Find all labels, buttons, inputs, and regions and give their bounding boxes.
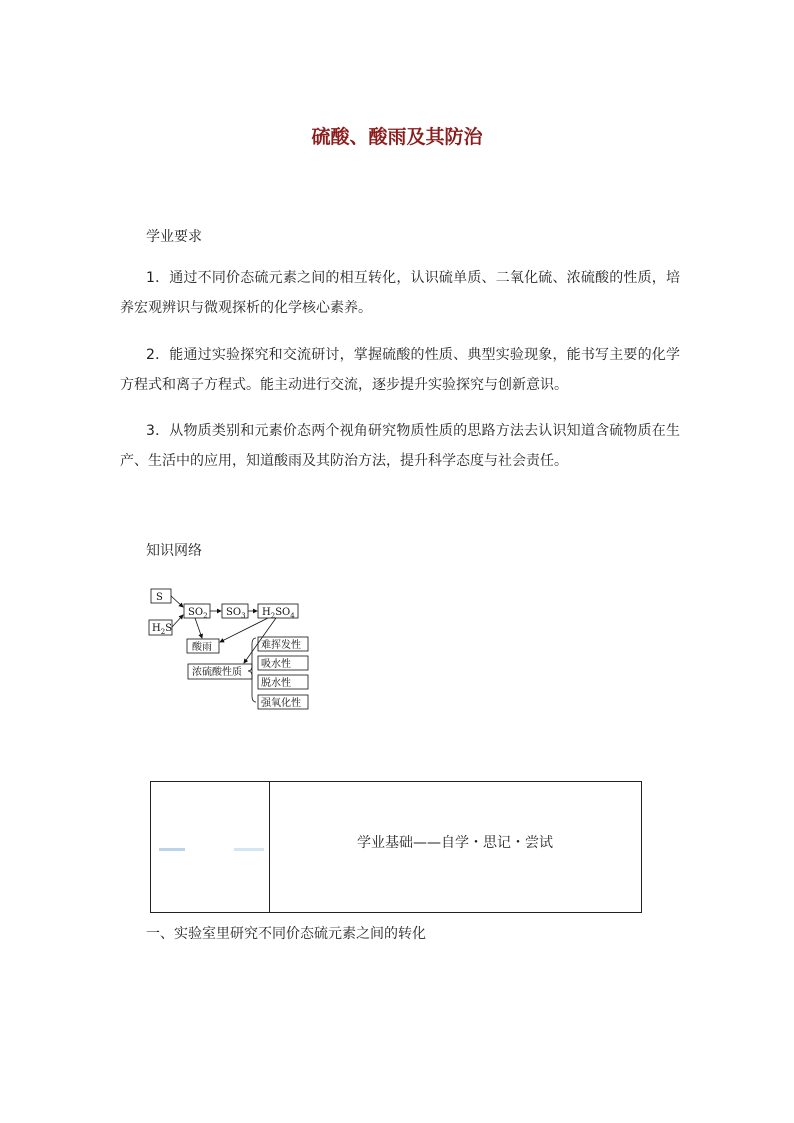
- node-h2s-label: $H_2S$: [152, 623, 173, 636]
- node-s-label: S: [156, 592, 163, 603]
- requirement-item-2: 2．能通过实验探究和交流研讨，掌握硫酸的性质、典型实验现象，能书写主要的化学方程式和离子方程式。能主动进行交流，逐步提升实验探究与创新意识。: [120, 347, 680, 393]
- section-banner: [150, 781, 642, 913]
- property-label: 吸水性: [261, 659, 291, 670]
- property-label: 强氧化性: [261, 698, 301, 709]
- arrow-so2-acidrain: [195, 618, 202, 638]
- section-subheading: 一、实验室里研究不同价态硫元素之间的转化: [146, 926, 426, 942]
- page-title: 硫酸、酸雨及其防治: [311, 126, 483, 148]
- node-h2so4-label: $H_2SO_4$: [262, 607, 295, 620]
- arrow-h2s-so2: [172, 615, 183, 627]
- node-so2-label: $SO_2$: [188, 607, 208, 620]
- node-conc-label: 浓硫酸性质: [192, 667, 242, 678]
- banner-text: 学业基础——自学・思记・尝试: [357, 835, 553, 851]
- node-acid-rain-label: 酸雨: [192, 642, 212, 653]
- property-label: 难挥发性: [261, 640, 301, 651]
- arrow-h2so4-acidrain: [220, 618, 268, 642]
- banner-decoration: [159, 848, 185, 851]
- requirement-item-1: 1．通过不同价态硫元素之间的相互转化，认识硫单质、二氧化硫、浓硫酸的性质，培养宏观辨识与微观探析的化学核心素养。: [120, 270, 680, 316]
- node-so3-label: $SO_3$: [226, 607, 246, 620]
- property-label: 脱水性: [261, 678, 291, 689]
- requirements-heading: 学业要求: [146, 229, 202, 245]
- requirement-item-3: 3．从物质类别和元素价态两个视角研究物质性质的思路方法去认识知道含硫物质在生产、生活中的应用，知道酸雨及其防治方法，提升科学态度与社会责任。: [120, 423, 680, 469]
- banner-decoration: [234, 848, 264, 851]
- network-heading: 知识网络: [146, 543, 202, 559]
- knowledge-network-diagram: [146, 582, 316, 714]
- arrow-s-so2: [171, 596, 183, 607]
